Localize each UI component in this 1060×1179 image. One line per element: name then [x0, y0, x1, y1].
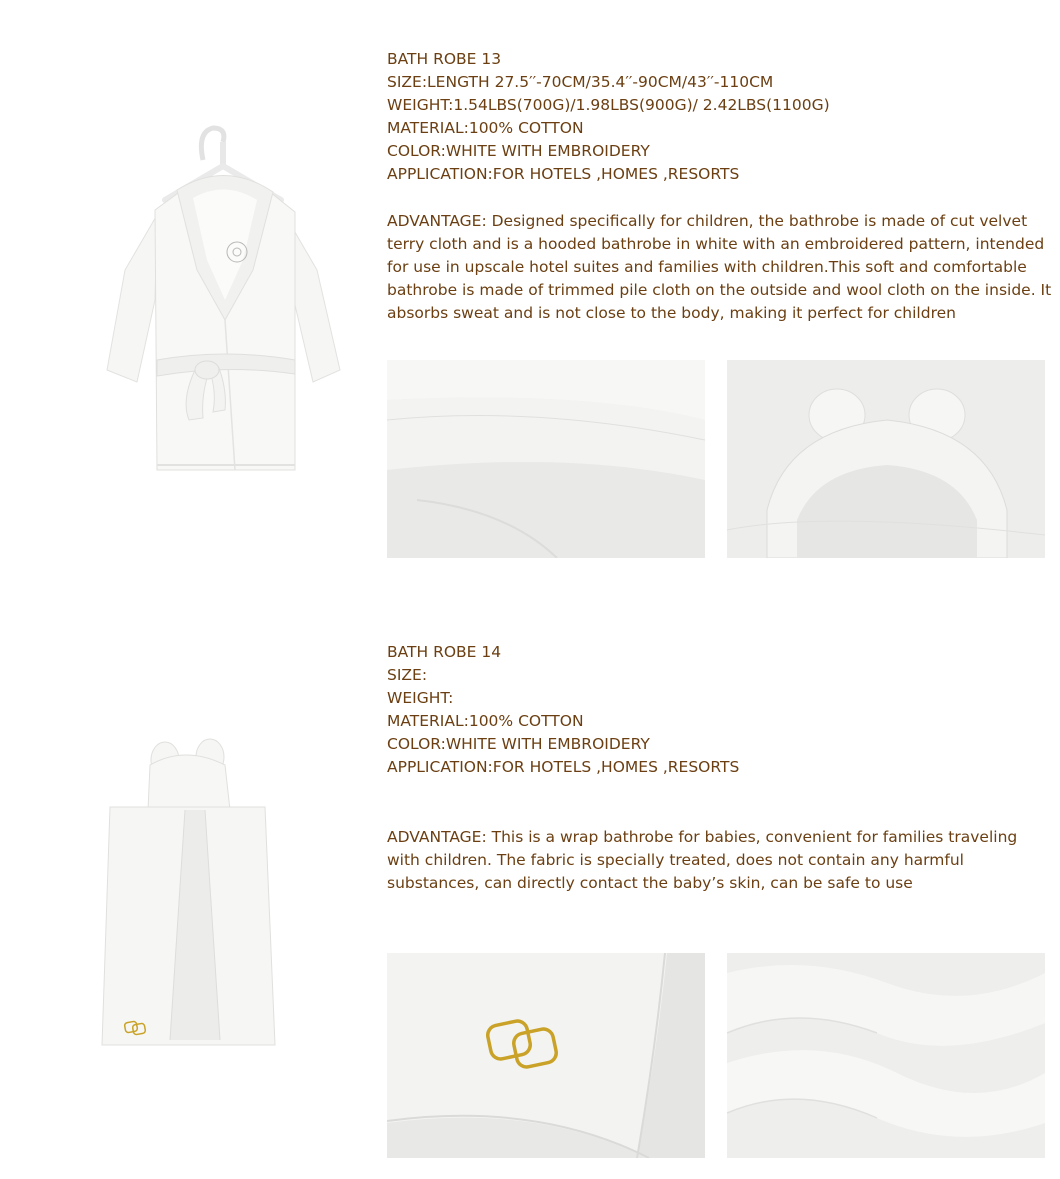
robe-13-specs: [387, 48, 830, 186]
robe-14-color: COLOR:WHITE WITH EMBROIDERY: [387, 735, 650, 753]
robe-14-material: MATERIAL:100% COTTON: [387, 712, 584, 730]
robe-14-application: APPLICATION:FOR HOTELS ,HOMES ,RESORTS: [387, 758, 740, 776]
robe-14-title: BATH ROBE 14: [387, 643, 502, 661]
robe-13-title: BATH ROBE 13: [387, 50, 502, 68]
robe-13-material: MATERIAL:100% COTTON: [387, 119, 584, 137]
robe-14-main-photo: [90, 735, 350, 1065]
robe-13-color: COLOR:WHITE WITH EMBROIDERY: [387, 142, 650, 160]
robe-14-specs: [387, 641, 739, 779]
robe-14-fabric-detail-photo: [727, 953, 1045, 1158]
robe-13-size: SIZE:LENGTH 27.5′′-70CM/35.4′′-90CM/43′′-110CM: [387, 73, 774, 91]
robe-13-main-photo: [85, 120, 365, 490]
robe-14-size: SIZE:: [387, 666, 428, 684]
robe-14-weight: WEIGHT:: [387, 689, 454, 707]
robe-13-advantage: ADVANTAGE: Designed specifically for children, the bathrobe is made of cut velvet terry cloth and is a hooded bathrobe in white with an embroidered pattern, intended for use in upscale hotel suites and families with children.This soft and comfortable bathrobe is made of trimmed pile cloth on the outside and wool cloth on the inside. It absorbs sweat and is not close to the body, making it perfect for children: [387, 212, 1052, 322]
robe-13-sleeve-detail-photo: [387, 360, 705, 558]
robe-13-hood-detail-photo: [727, 360, 1045, 558]
robe-14-embroidery-detail-photo: [387, 953, 705, 1158]
robe-13-application: APPLICATION:FOR HOTELS ,HOMES ,RESORTS: [387, 165, 740, 183]
robe-14-advantage: ADVANTAGE: This is a wrap bathrobe for babies, convenient for families traveling with children. The fabric is specially treated, does not contain any harmful substances, can directly contact the baby’s skin, can be safe to use: [387, 828, 1018, 892]
robe-13-weight: WEIGHT:1.54LBS(700G)/1.98LBS(900G)/ 2.42LBS(1100G): [387, 96, 830, 114]
